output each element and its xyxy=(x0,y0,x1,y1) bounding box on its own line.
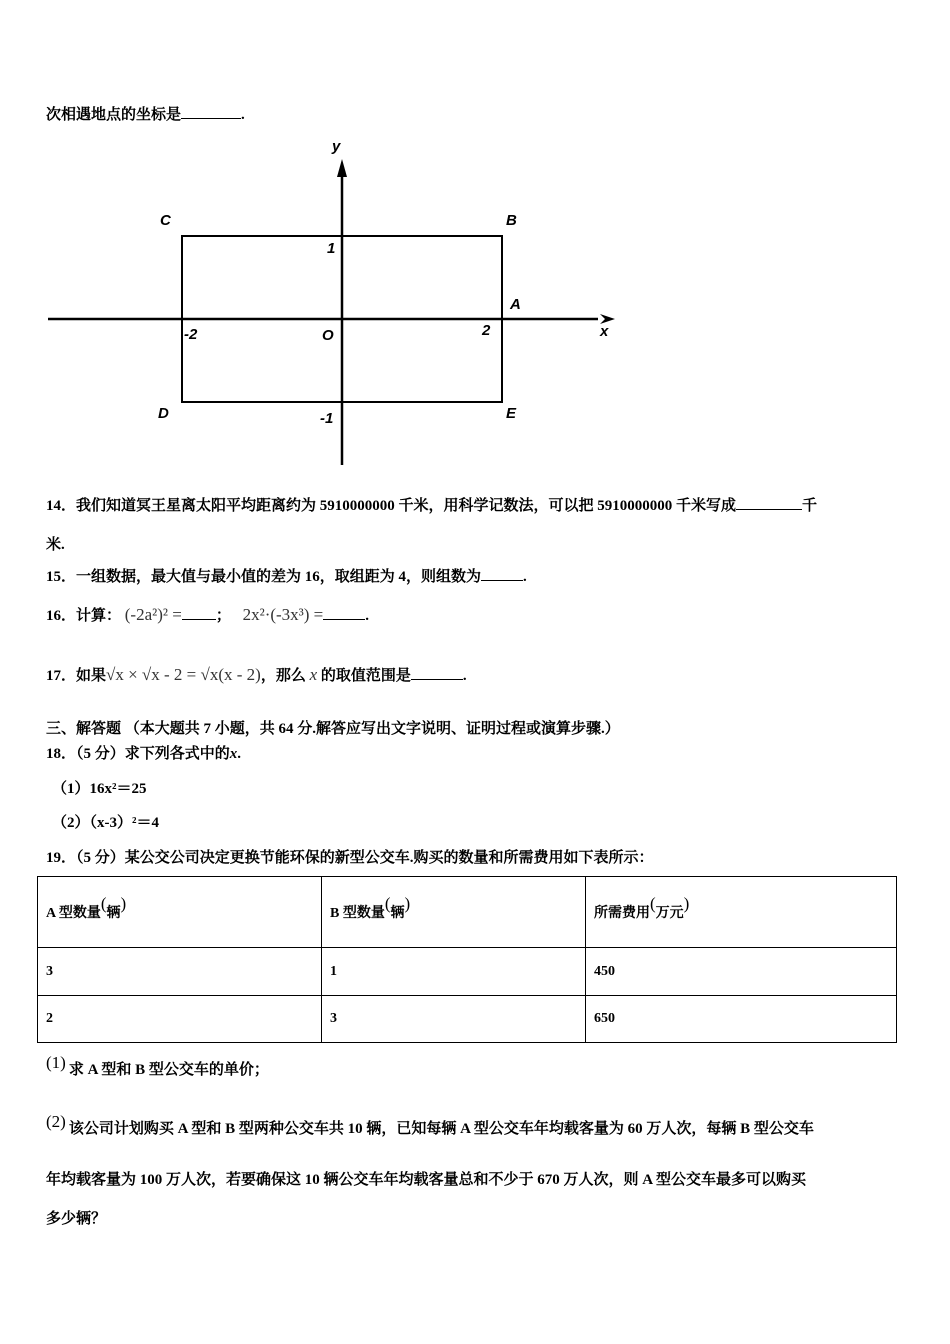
answer-blank xyxy=(323,605,365,620)
table-cell: 650 xyxy=(586,996,897,1043)
expression-1: (-2a²)² = xyxy=(124,605,182,624)
q13-text: 次相遇地点的坐标是 xyxy=(46,107,182,123)
header-b-count: B 型数量(辆) xyxy=(322,877,586,948)
table-row xyxy=(38,996,897,1043)
table-cell: 450 xyxy=(586,948,897,996)
tick-pos1: 1 xyxy=(327,240,336,257)
tick-neg1: -1 xyxy=(320,410,334,427)
header-cost: 所需费用(万元) xyxy=(586,877,897,948)
radical-expression: √x × √x - 2 = √x(x - 2) xyxy=(106,665,261,684)
q18-part-1: （1）16x²＝25 xyxy=(52,781,147,797)
point-a: A xyxy=(510,296,521,313)
variable-x: x xyxy=(309,665,318,684)
question-18: 18．（5 分）求下列各式中的x. xyxy=(46,746,242,762)
q18-part-2: （2）（x-3）²＝4 xyxy=(52,815,159,831)
y-label: y xyxy=(332,138,341,155)
point-c: C xyxy=(160,212,171,229)
table-cell: 2 xyxy=(38,996,322,1043)
table-cell: 3 xyxy=(38,948,322,996)
q19-sub-1: (1) 求 A 型和 B 型公交车的单价； xyxy=(46,1053,269,1078)
question-19: 19．（5 分）某公交公司决定更换节能环保的新型公交车.购买的数量和所需费用如下表所示： xyxy=(46,850,654,866)
table-header-row xyxy=(38,877,897,948)
answer-blank xyxy=(411,665,463,680)
answer-blank xyxy=(182,605,216,620)
point-d: D xyxy=(158,405,169,422)
table-row xyxy=(38,948,897,996)
q19-sub-2-line2: 年均载客量为 100 万人次，若要确保这 10 辆公交车年均载客量总和不少于 670 万人次，则 A 型公交车最多可以购买 xyxy=(46,1172,807,1188)
q19-sub-2-line3: 多少辆？ xyxy=(46,1211,107,1227)
q19-sub-2: (2) 该公司计划购买 A 型和 B 型两种公交车共 10 辆，已知每辆 A 型公交车年均载客量为 60 万人次，每辆 B 型公交车 xyxy=(46,1112,814,1137)
header-a-count: A 型数量(辆) xyxy=(38,877,322,948)
question-17: 17．如果√x × √x - 2 = √x(x - 2)，那么 x 的取值范围是 . xyxy=(46,665,467,684)
tick-pos2: 2 xyxy=(482,322,491,339)
table-cell: 1 xyxy=(322,948,586,996)
point-e: E xyxy=(506,405,517,422)
origin-o: O xyxy=(322,327,334,344)
answer-blank xyxy=(481,566,523,581)
question-15: 15．一组数据，最大值与最小值的差为 16，取组距为 4，则组数为 . xyxy=(46,565,527,586)
section-heading: 三、解答题 （本大题共 7 小题，共 64 分.解答应写出文字说明、证明过程或演算步骤.） xyxy=(46,721,620,737)
question-14-cont: 米. xyxy=(46,537,65,553)
question-16: 16．计算： (-2a²)² = ； 2x²·(-3x³) = . xyxy=(46,605,370,624)
coordinate-graph xyxy=(40,135,630,475)
answer-blank xyxy=(736,495,802,510)
point-b: B xyxy=(506,212,517,229)
question-14: 14．我们知道冥王星离太阳平均距离约为 5910000000 千米，用科学记数法，可以把 5910000000 千米写成 千 xyxy=(46,494,817,515)
tick-neg2: -2 xyxy=(184,326,198,343)
bus-table xyxy=(37,876,897,1043)
x-label: x xyxy=(600,323,609,340)
question-13-tail: 次相遇地点的坐标是 . xyxy=(46,103,245,124)
y-axis-arrow xyxy=(337,159,347,177)
expression-2: 2x²·(-3x³) = xyxy=(242,605,324,624)
answer-blank xyxy=(181,104,241,119)
table-cell: 3 xyxy=(322,996,586,1043)
